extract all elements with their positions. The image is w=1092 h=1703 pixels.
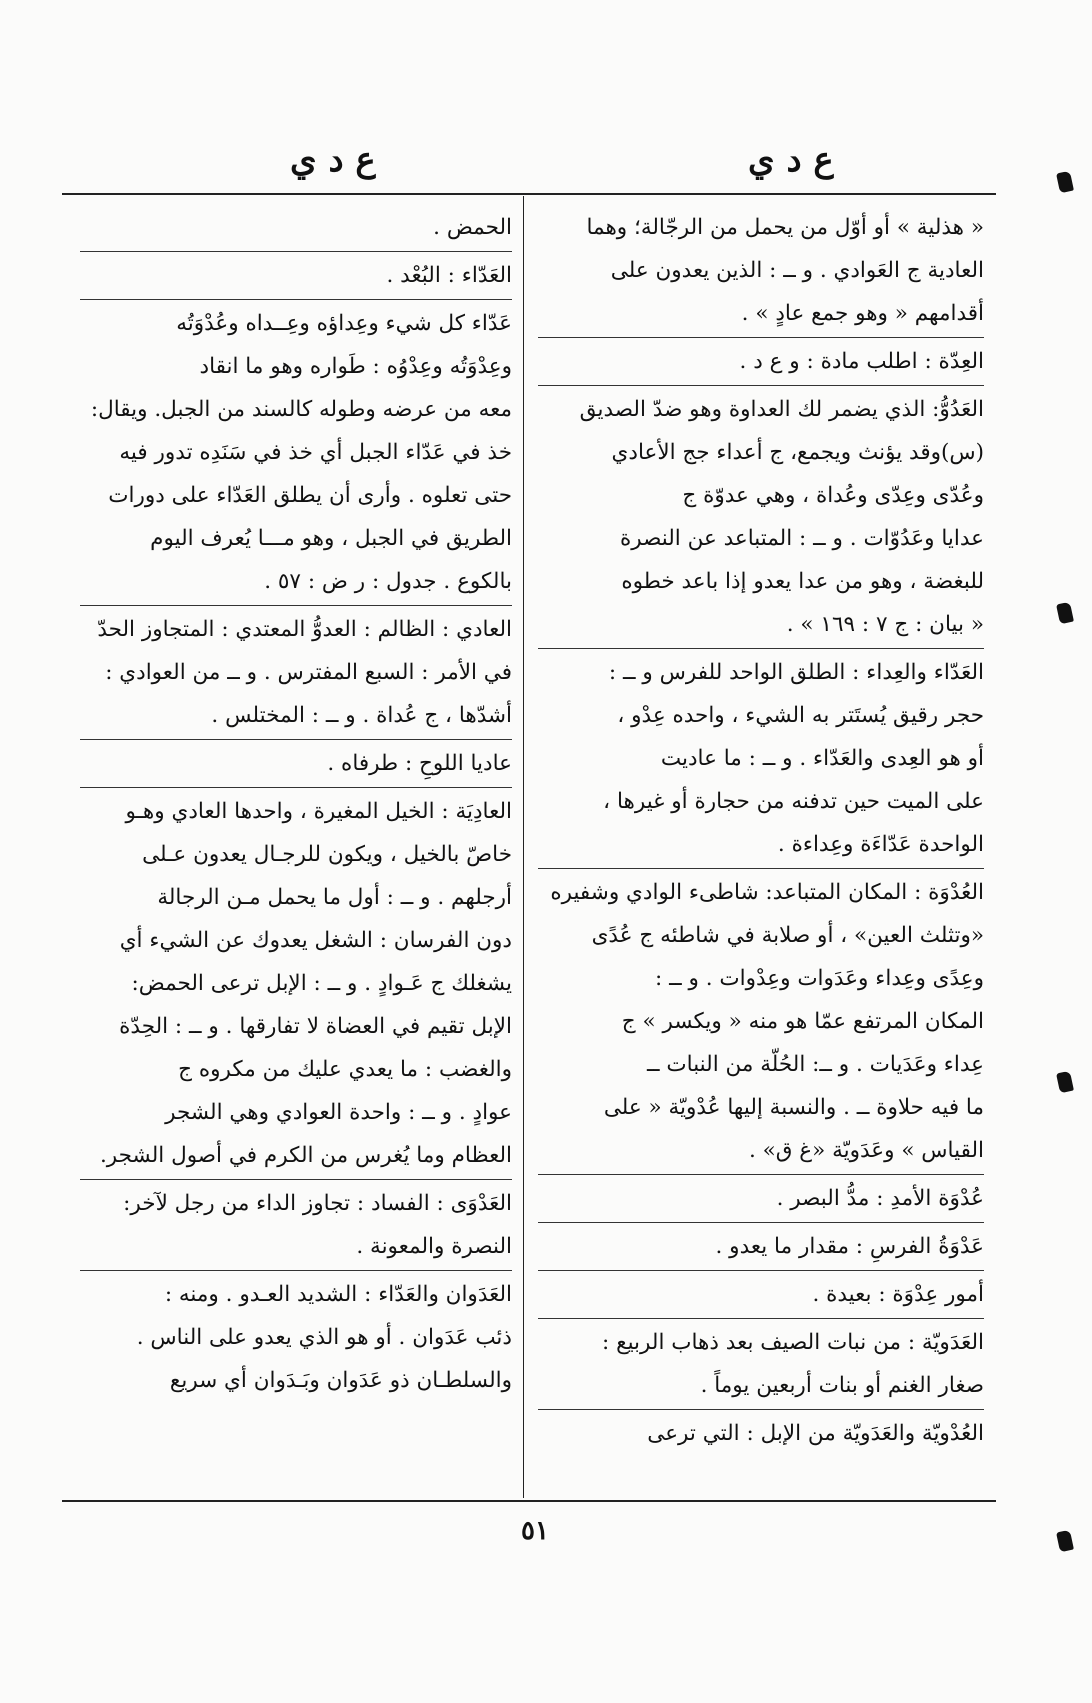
entry-line: العُدْويّة والعَدَويّة من الإبل : التي ترعى [647, 1421, 984, 1446]
entry-line: وعِدْوَتُه وعِدْوُه : طَواره وهو ما انقاد [199, 354, 512, 379]
entry-line: أرجلهم . و ــ : أول ما يحمل مـن الرجالة [157, 885, 512, 910]
entry-line: ما فيه حلاوة ــ . والنسبة إليها عُدْويّة « على [603, 1095, 984, 1120]
entry-line: العَدّاء والعِداء : الطلق الواحد للفرس و ــ : [608, 660, 984, 685]
dictionary-entry [80, 1270, 512, 1402]
dictionary-entry [80, 1179, 512, 1268]
entry-line: العادي : الظالم : العدوُّ المعتدي : المتجاوز الحدّ [97, 617, 512, 642]
margin-ink-mark [1056, 602, 1074, 624]
right-column [538, 206, 984, 1496]
dictionary-entry [80, 605, 512, 737]
entry-line: النصرة والمعونة . [356, 1234, 512, 1259]
entry-line: في الأمر : السبع المفترس . و ــ من العوادي : [105, 660, 512, 685]
entry-line: عدايا وعَدُوّات . و ــ : المتباعد عن النصرة [619, 526, 984, 551]
entry-line: ذئب عَدَوان . أو هو الذي يعدو على الناس . [136, 1325, 512, 1350]
entry-line: للبغضة ، وهو من عدا يعدو إذا باعد خطوه [621, 569, 984, 594]
dictionary-entry [80, 739, 512, 785]
dictionary-entry [80, 206, 512, 249]
margin-ink-mark [1056, 1530, 1074, 1552]
entry-line: العُدْوَة : المكان المتباعد: شاطىء الوادي وشفيره [550, 880, 984, 905]
entry-line: الحمض . [433, 215, 512, 240]
entry-line: أشدّها ، ج عُداة . و ــ : المختلس . [211, 703, 512, 728]
entry-line: أمور عِدْوَة : بعيدة . [812, 1282, 984, 1307]
dictionary-entry [538, 206, 984, 335]
entry-line: العَدَوان والعَدّاء : الشديد العـدو . ومنه : [164, 1282, 512, 1307]
entry-line: العادية ج العَوادي . و ــ : الذين يعدون على [610, 258, 984, 283]
dictionary-entry [538, 1318, 984, 1407]
header-root-right: ع د ي [748, 140, 834, 180]
entry-line: عوادٍ . و ــ : واحدة العوادي وهي الشجر [165, 1100, 512, 1125]
entry-line: عاديا اللوحِ : طرفاه . [327, 751, 512, 776]
entry-line: عُدْوَة الأمدِ : مدُّ البصر . [776, 1186, 984, 1211]
dictionary-entry [538, 868, 984, 1172]
entry-line: خذ في عَدّاء الجبل أي خذ في سَنَدِه تدور فيه [119, 440, 512, 465]
margin-ink-mark [1056, 1071, 1074, 1093]
dictionary-entry [538, 1222, 984, 1268]
entry-line: العَدّاء : البُعْد . [386, 263, 512, 288]
entry-line: صغار الغنم أو بنات أربعين يوماً . [700, 1373, 984, 1398]
dictionary-entry [80, 787, 512, 1177]
entry-line: معه من عرضه وطوله كالسند من الجبل. ويقال: [90, 397, 512, 422]
entry-line: يشغلك ج عَـوادٍ . و ــ : الإبل ترعى الحمض: [131, 971, 512, 996]
entry-line: العادِيَة : الخيل المغيرة ، واحدها العادي وهـو [125, 799, 512, 824]
entry-line: على الميت حين تدفنه من حجارة أو غيرها ، [603, 789, 984, 814]
entry-line: وعِدًى وعِداء وعَدَوات وعِدْوات . و ــ : [655, 966, 984, 991]
dictionary-entry [538, 648, 984, 866]
entry-line: العَدَويّة : من نبات الصيف بعد ذهاب الربيع : [602, 1330, 984, 1355]
entry-line: بالكوع . جدول : ر ض : ٥٧ . [264, 569, 512, 594]
entry-line: القياس » وعَدَويّة «غ ق» . [748, 1138, 984, 1163]
entry-line: عَدْوَةُ الفرسِ : مقدار ما يعدو . [715, 1234, 984, 1259]
entry-line: أو هو العِدى والعَدّاء . و ــ : ما عاديت [660, 746, 984, 771]
dictionary-entry [538, 385, 984, 646]
page-number: ٥١ [521, 1516, 549, 1546]
bottom-rule [62, 1500, 996, 1502]
entry-line: عِداء وعَدَيات . و ــ: الحُلّة من النبات ــ [646, 1052, 984, 1077]
entry-line: وعُدّى وعِدّى وعُداة ، وهي عدوّة ج [682, 483, 984, 508]
entry-line: عَدّاء كل شيء وعِداؤه وعِــداه وعُدْوَتُه [176, 311, 512, 336]
dictionary-entry [538, 1270, 984, 1316]
dictionary-entry [80, 251, 512, 297]
entry-line: العَدْوَى : الفساد : تجاوز الداء من رجل لآخر: [123, 1191, 512, 1216]
column-divider [523, 196, 524, 1498]
entry-line: والغضب : ما يعدي عليك من مكروه ج [178, 1057, 512, 1082]
entry-line: دون الفرسان : الشغل يعدوك عن الشيء أي [119, 928, 512, 953]
entry-line: الإبل تقيم في العضاة لا تفارقها . و ــ : الحِدّة [119, 1014, 512, 1039]
entry-line: والسلطـان ذو عَدَوان وبَـدَوان أي سريع [169, 1368, 512, 1393]
entry-line: العِدّة : اطلب مادة : و ع د . [739, 349, 984, 374]
dictionary-entry [538, 1409, 984, 1455]
entry-line: «وتثلث العين» ، أو صلابة في شاطئه ج عُدًى [591, 923, 984, 948]
entry-line: حجر رقيق يُستَتر به الشيء ، واحده عِدْو ، [617, 703, 984, 728]
entry-line: (س)وقد يؤنث ويجمع، ج أعداء جج الأعادي [611, 440, 984, 465]
entry-line: خاصّ بالخيل ، ويكون للرجـال يعدون عـلى [142, 842, 512, 867]
entry-line: الواحدة عَدّاءَة وعِداءة . [777, 832, 984, 857]
margin-ink-mark [1056, 171, 1074, 193]
entry-line: المكان المرتفع عمّا هو منه « ويكسر » ج [621, 1009, 984, 1034]
entry-line: « بيان : ج ٧ : ١٦٩ » . [786, 612, 984, 637]
entry-line: العَدُوُّ: الذي يضمر لك العداوة وهو ضدّ الصديق [579, 397, 984, 422]
entry-line: حتى تعلوه . وأرى أن يطلق العَدّاء على دورات [108, 483, 512, 508]
header-root-left: ع د ي [290, 140, 376, 180]
left-column [80, 206, 512, 1496]
entry-line: الطريق في الجبل ، وهو مـــا يُعرف اليوم [150, 526, 512, 551]
dictionary-entry [80, 299, 512, 603]
entry-line: « هذلية » أو أوّل من يحمل من الرجّالة؛ وهما [586, 215, 984, 240]
dictionary-entry [538, 1174, 984, 1220]
dictionary-entry [538, 337, 984, 383]
entry-line: أقدامهم « وهو جمع عادٍ » . [741, 301, 984, 326]
top-rule [62, 193, 996, 195]
entry-line: العظام وما يُغرس من الكرم في أصول الشجر. [99, 1143, 512, 1168]
